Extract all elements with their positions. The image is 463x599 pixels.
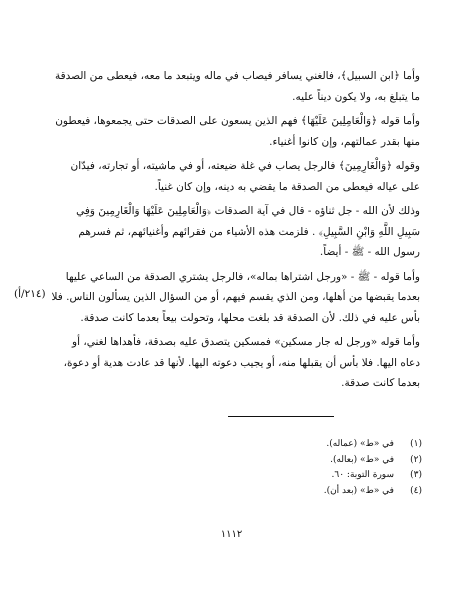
- footnote-number: (٤): [410, 485, 422, 496]
- footnote-item: [190, 437, 422, 453]
- footnote-text: في «ط» (بعد أن).: [323, 485, 394, 496]
- footnote-divider: [228, 416, 334, 417]
- footnote-text: في «ط» (بعاله).: [330, 454, 394, 465]
- footnote-item: [190, 468, 422, 484]
- paragraph-bought-sadaqa: وأما قوله - ﷺ - «ورجل اشتراها بماله»، فالرجل يشتري الصدقة من الساعي عليها بعدما يقبضها من أهلها، ومن الذي يقسم فيهم، أو من السؤال الذين يسألون الناس. فلا بأس عليه في ذلك. لأن الصدقة قد بلغت محلها، وتحولت بيعاً بعدما كانت صدقة.: [51, 270, 420, 324]
- footnote-text: في «ط» (عماله).: [326, 439, 394, 449]
- paragraph-sadaqat-verse: وذلك لأن الله - جل ثناؤه - قال في آية الصدقات ﴿وَالْعَامِلِينَ عَلَيْهَا وَالْغَارِمِينَ وَفِي سَبِيلِ اللَّهِ وَابْنِ السَّبِيلِ﴾ . فلزمت هذه الأشياء من فقرائهم وأغنيائهم، ثم فسرهم رسول الله - ﷺ - أيضاً.: [76, 205, 420, 258]
- paragraph-poor-neighbor: وأما قوله «ورجل له جار مسكين» فمسكين يتصدق عليه بصدقة، فأهداها لغني، أو دعاه اليها. فلا بأس أن يقبلها منه، أو يجيب دعوته اليها. لأنها قد عادت هدية أو دعوة، بعدما كانت صدقة.: [63, 336, 420, 389]
- footnotes: [190, 437, 422, 499]
- footnote-number: (٣): [410, 470, 422, 480]
- page-number: ١١١٢: [220, 529, 243, 540]
- manuscript-folio-reference: (٢١٤/أ): [14, 288, 46, 300]
- footnote-number: (١): [410, 439, 422, 449]
- main-text: [50, 66, 420, 398]
- paragraph-gharimin: وقوله ﴿وَالْغَارِمِينَ﴾ فالرجل يصاب في غلة ضيعته، أو في ماشيته، أو تجارته، فيدّان على عياله فيعطى من الصدقة ما يقضي به دينه، وإن كان غنياً.: [70, 160, 420, 193]
- footnote-number: (٢): [410, 454, 422, 465]
- footnote-text: سورة التوبة: ٦٠.: [331, 470, 394, 480]
- footnote-item: [190, 484, 422, 500]
- footnote-item: [190, 453, 422, 469]
- paragraph-amilin: وأما قوله ﴿وَالْعَامِلِينَ عَلَيْهَا﴾ فهم الذين يسعون على الصدقات حتى يجمعوها، فيعطون منها بقدر عمالتهم، وإن كانوا أغنياء.: [55, 115, 420, 148]
- paragraph-ibn-sabil: وأما ﴿ابن السبيل﴾، فالغني يسافر فيصاب في ماله ويتبعد ما معه، فيعطى من الصدقة ما يتبلغ به، ولا يكون ديناً عليه.: [54, 70, 420, 103]
